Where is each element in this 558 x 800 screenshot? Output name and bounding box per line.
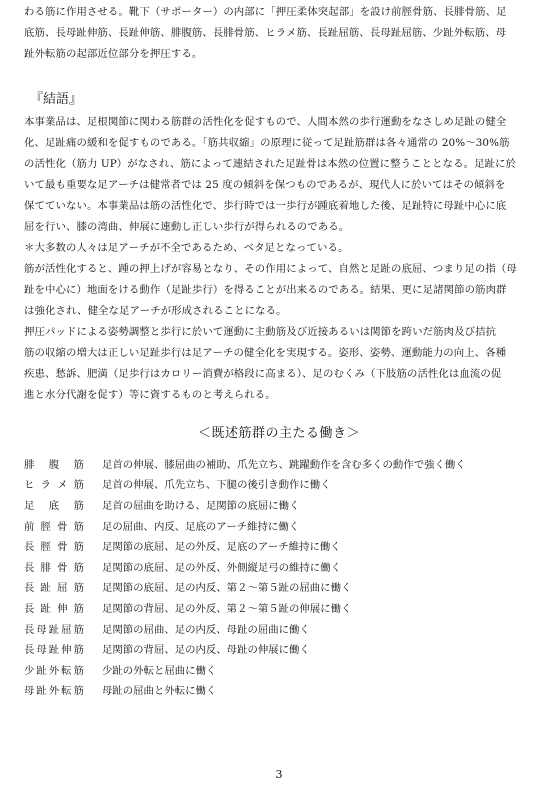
muscle-name-char: 骨 — [57, 541, 68, 554]
muscle-row — [24, 577, 538, 598]
muscle-name — [24, 600, 102, 615]
muscle-name-char: 前 — [24, 520, 35, 533]
muscle-name-char: 脛 — [40, 541, 51, 554]
conclusion-line: 筋が活性化すると、踵の押上げが容易となり、その作用によって、自然と足趾の底屈、つまり足の指（母 — [24, 263, 517, 275]
muscle-name-char: 筋 — [73, 685, 84, 698]
muscle-function: 足関節の背屈、足の外反、第２～第５趾の伸展に働く — [102, 602, 352, 615]
muscle-list — [24, 453, 538, 700]
muscle-function: 足の屈曲、内反、足底のアーチ維持に働く — [102, 520, 300, 533]
muscle-name-char: 趾 — [48, 623, 60, 636]
muscle-row — [24, 638, 538, 659]
muscle-name-char: 長 — [24, 602, 35, 615]
conclusion-line: 進と水分代謝を促す）等に資するものと考えられる。 — [24, 389, 276, 401]
intro-line: わる筋に作用させる。靴下（サポーター）の内部に「押圧柔体突起部」を設け前脛骨筋、長腓骨筋、足 — [24, 6, 507, 18]
muscle-name-char: 趾 — [40, 602, 51, 615]
muscle-row — [24, 597, 538, 618]
muscle-name-char: 腓 — [40, 561, 51, 574]
muscle-name — [24, 682, 102, 697]
muscle-name-char: 底 — [48, 499, 60, 512]
muscle-function: 少趾の外転と屈曲に働く — [102, 664, 217, 677]
muscle-function: 足首の伸展、膝屈曲の補助、爪先立ち、跳躍動作を含む多くの動作で強く働く — [102, 458, 466, 471]
muscle-name — [24, 456, 102, 471]
muscle-name-char: 長 — [24, 582, 35, 595]
muscle-row — [24, 659, 538, 680]
conclusion-line: の活性化（筋力 UP）がなされ、筋によって連結された足趾骨は本然の位置に整うこととなる。足趾に於 — [24, 158, 517, 170]
conclusion-line: は強化され、健全な足アーチが形成されることになる。 — [24, 305, 287, 317]
muscle-name-char: 腹 — [48, 458, 60, 471]
muscle-function: 足関節の底屈、足の外反、外側縦足弓の維持に働く — [102, 561, 341, 574]
muscle-name-char: メ — [57, 479, 68, 492]
muscle-name-char: 趾 — [48, 644, 60, 657]
muscle-name-char: 骨 — [57, 561, 68, 574]
conclusion-line: 化、足趾痛の緩和を促すものである。「筋共収縮」の原理に従って足趾筋群は各々通常の 20%～30%筋 — [24, 137, 510, 149]
muscle-name-char: 母 — [24, 685, 35, 698]
conclusion-line: いて最も重要な足アーチは健常者では 25 度の傾斜を保つものであるが、現代人に於いてはその傾斜を — [24, 179, 506, 191]
muscle-row — [24, 474, 538, 495]
conclusion-line: 筋の収縮の増大は正しい足趾歩行は足アーチの健全化を実現する。姿形、姿勢、運動能力の向上、各種 — [24, 347, 507, 359]
muscle-name-char: 趾 — [40, 582, 51, 595]
muscle-name-char: 筋 — [73, 623, 84, 636]
muscle-name-char: ヒ — [24, 479, 35, 492]
muscle-name-char: 屈 — [57, 582, 68, 595]
muscle-function: 足首の屈曲を助ける、足関節の底屈に働く — [102, 499, 300, 512]
muscle-name-char: 趾 — [36, 685, 47, 698]
conclusion-line: 押圧パッドによる姿勢調整と歩行に於いて運動に主動筋及び近接あるいは関節を跨いだ筋肉及び拮抗 — [24, 326, 497, 338]
muscle-name-char: 外 — [48, 685, 60, 698]
conclusion-line: ＊大多数の人々は足アーチが不全であるため、ベタ足となっている。 — [24, 242, 349, 254]
muscle-name — [24, 538, 102, 553]
muscle-name-char: 転 — [61, 664, 72, 677]
muscle-name-char: 筋 — [73, 561, 84, 574]
muscle-function: 足関節の屈曲、足の内反、母趾の屈曲に働く — [102, 623, 310, 636]
conclusion-line: 保てていない。本事業品は筋の活性化で、歩行時では一歩行が踵底着地した後、足趾特に母趾中心に底 — [24, 200, 507, 212]
muscle-name-char: 母 — [36, 644, 47, 657]
intro-line: 趾外転筋の起部近位部分を押圧する。 — [24, 48, 203, 60]
muscle-name-char: 少 — [24, 664, 35, 677]
muscle-name-char: 脛 — [40, 520, 51, 533]
muscle-function: 母趾の屈曲と外転に働く — [102, 685, 217, 698]
muscle-name-char: 筋 — [73, 644, 84, 657]
muscle-row — [24, 618, 538, 639]
muscle-name-char: 足 — [24, 499, 35, 512]
muscle-name-char: 筋 — [73, 520, 84, 533]
muscle-name — [24, 579, 102, 594]
muscle-function: 足首の伸展、爪先立ち、下腿の後引き動作に働く — [102, 479, 331, 492]
muscle-name — [24, 497, 102, 512]
muscle-name-char: 腓 — [24, 458, 35, 471]
muscle-function: 足関節の背屈、足の内反、母趾の伸展に働く — [102, 644, 310, 657]
muscle-name-char: 長 — [24, 541, 35, 554]
muscle-function: 足関節の底屈、足の内反、第２～第５趾の屈曲に働く — [102, 582, 352, 595]
conclusion-line: 屈を行い、膝の湾曲、伸展に連動し正しい歩行が得られるのである。 — [24, 221, 350, 233]
muscle-name-char: 外 — [48, 664, 60, 677]
muscle-name-char: 筋 — [73, 602, 84, 615]
muscle-row — [24, 556, 538, 577]
muscle-name-char: 長 — [24, 623, 35, 636]
intro-paragraph — [24, 2, 538, 65]
muscle-list-heading: ＜既述筋群の主たる働き＞ — [197, 426, 360, 441]
muscle-name-char: 伸 — [57, 602, 68, 615]
muscle-name-char: 長 — [24, 644, 35, 657]
page-number: 3 — [275, 768, 283, 781]
muscle-name-char: 屈 — [61, 623, 72, 636]
intro-line: 底筋、長母趾伸筋、長趾伸筋、腓腹筋、長腓骨筋、ヒラメ筋、長趾屈筋、長母趾屈筋、少趾外転筋、母 — [24, 27, 507, 39]
conclusion-line: 本事業品は、足根関節に関わる筋群の活性化を促すもので、人間本然の歩行運動をなさしめ足趾の健全 — [24, 116, 507, 128]
muscle-row — [24, 494, 538, 515]
muscle-name-char: 伸 — [61, 644, 72, 657]
muscle-row — [24, 515, 538, 536]
muscle-name-char: 母 — [36, 623, 47, 636]
conclusion-line: 趾を中心に）地面をける動作（足趾歩行）を得ることが出来るのである。結果、更に足諸関節の筋肉群 — [24, 284, 507, 296]
muscle-name-char: 筋 — [73, 479, 84, 492]
muscle-name — [24, 621, 102, 636]
muscle-name-char: 転 — [61, 685, 72, 698]
muscle-name-char: ラ — [40, 479, 51, 492]
muscle-name-char: 長 — [24, 561, 35, 574]
muscle-function: 足関節の底屈、足の外反、足底のアーチ維持に働く — [102, 541, 341, 554]
muscle-name — [24, 559, 102, 574]
muscle-name — [24, 662, 102, 677]
muscle-name — [24, 476, 102, 491]
muscle-row — [24, 453, 538, 474]
muscle-name-char: 筋 — [73, 664, 84, 677]
muscle-name — [24, 641, 102, 656]
conclusion-line: 疾患、愁訴、肥満（足歩行はカロリー消費が格段に高まる）、足のむくみ（下肢筋の活性化は血流の促 — [24, 368, 502, 380]
muscle-name-char: 筋 — [73, 458, 84, 471]
muscle-row — [24, 535, 538, 556]
muscle-name-char: 筋 — [73, 499, 84, 512]
conclusion-paragraph — [24, 112, 538, 406]
muscle-name-char: 骨 — [57, 520, 68, 533]
muscle-row — [24, 680, 538, 701]
muscle-name-char: 筋 — [73, 582, 84, 595]
muscle-name-char: 趾 — [36, 664, 47, 677]
muscle-name — [24, 518, 102, 533]
muscle-name-char: 筋 — [73, 541, 84, 554]
section-heading: 『結語』 — [30, 92, 83, 107]
